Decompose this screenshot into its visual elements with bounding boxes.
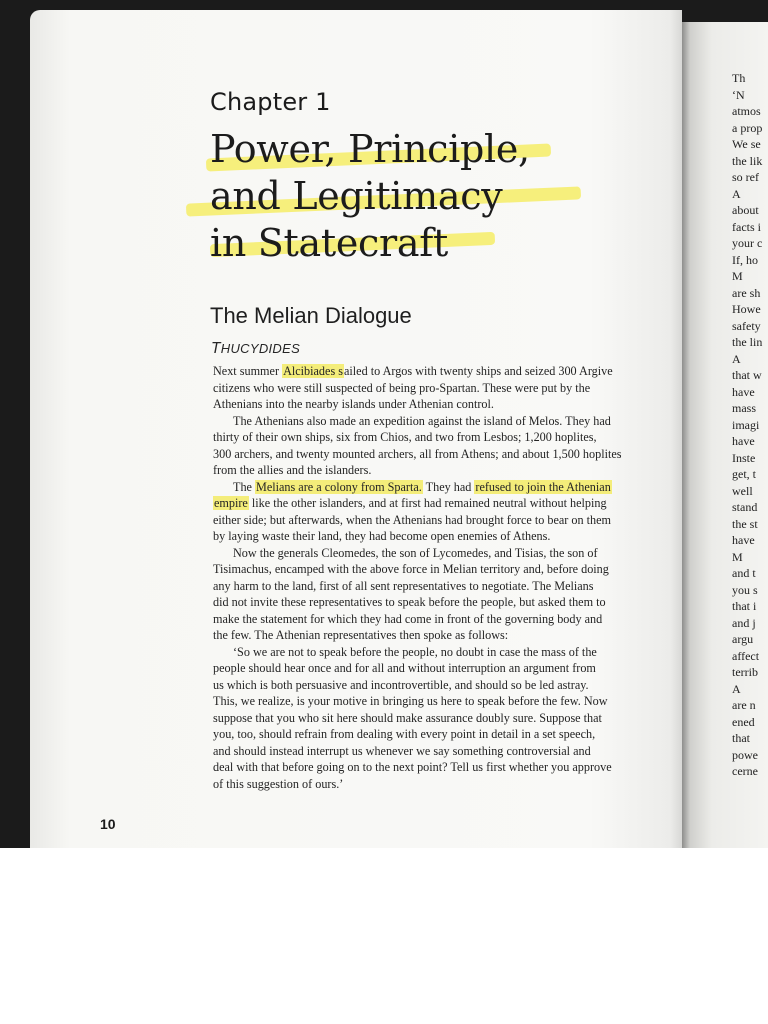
- facing-page-fragment: and t: [732, 566, 756, 580]
- facing-page-fragment: are sh: [732, 285, 761, 300]
- facing-page-fragment: M: [732, 269, 743, 283]
- facing-page-fragment: facts i: [732, 219, 761, 234]
- text-segment: either side; but afterwards, when the Athenians had brought force to bear on them: [213, 512, 611, 527]
- facing-page-fragment: We se: [732, 137, 761, 151]
- text-segment: by laying waste their land, they had become open enemies of Athens.: [213, 529, 551, 543]
- text-segment: of this suggestion of ours.’: [213, 776, 344, 791]
- text-line: [213, 660, 643, 677]
- facing-page-fragment: A: [732, 351, 741, 366]
- facing-page-fragment: Howe: [732, 302, 761, 316]
- text-line: [213, 363, 643, 380]
- text-segment: make the statement for which they had come in front of the governing body and: [213, 611, 603, 626]
- chapter-title-line: [210, 220, 530, 267]
- facing-page-fragment: ‘N: [732, 87, 745, 102]
- body-text: [213, 363, 643, 792]
- text-line: [213, 446, 643, 463]
- text-segment: Tisimachus, encamped with the above force in Melian territory and, before doing: [213, 562, 609, 576]
- text-line: [213, 545, 643, 562]
- text-line: [213, 759, 643, 776]
- facing-page-fragment: and j: [732, 615, 756, 630]
- facing-page-fragment: have: [732, 384, 755, 399]
- author-initial: T: [211, 340, 221, 357]
- chapter-title-line: [210, 173, 530, 220]
- text-line: [213, 743, 643, 760]
- facing-page-fragment: argu: [732, 632, 754, 646]
- text-line: [213, 561, 643, 578]
- text-segment: Now the generals Cleomedes, the son of Lycomedes, and Tisias, the son of: [233, 545, 598, 560]
- chapter-label: Chapter 1: [210, 88, 331, 116]
- text-line: [213, 396, 643, 413]
- facing-page-fragment: A: [732, 681, 741, 696]
- text-line: [213, 462, 643, 479]
- text-segment: 300 archers, and twenty mounted archers, all from Athens; and about 1,500 hoplites: [213, 446, 622, 461]
- highlighted-text: empire: [214, 496, 248, 510]
- facing-page-fragment: Th: [732, 71, 746, 85]
- highlighted-text: Melians are a colony from Sparta.: [256, 479, 422, 494]
- text-segment: This, we realize, is your motive in bringing us here to speak before the few. Now: [213, 694, 608, 708]
- text-segment: Athenians into the nearby islands under Athenian control.: [213, 397, 494, 411]
- chapter-title: [210, 126, 530, 267]
- text-segment: the few. The Athenian representatives then spoke as follows:: [213, 628, 509, 642]
- facing-page-fragment: the st: [732, 516, 758, 531]
- facing-page-fragment: are n: [732, 698, 756, 712]
- facing-page-fragment: atmos: [732, 104, 761, 118]
- text-segment: thirty of their own ships, six from Chios, and two from Lesbos; 1,200 hoplites,: [213, 430, 597, 444]
- text-line: [213, 611, 643, 628]
- facing-page-fragment: that w: [732, 368, 762, 382]
- text-segment: ailed to Argos with twenty ships and seized 300 Argive: [343, 364, 613, 378]
- highlighted-text: refused to join the Athenian: [475, 479, 611, 494]
- text-line: [213, 644, 643, 661]
- chapter-title-text: in Statecraft: [210, 221, 448, 265]
- facing-page-fragment: you s: [732, 582, 758, 597]
- text-line: [213, 479, 643, 496]
- facing-page: [682, 22, 768, 848]
- facing-page-fragment: the lin: [732, 335, 763, 349]
- text-segment: deal with that before going on to the next point? Tell us first whether you approve: [213, 760, 612, 774]
- facing-page-fragment: imagi: [732, 417, 760, 432]
- facing-page-fragment: so ref: [732, 170, 759, 184]
- text-line: [213, 677, 643, 694]
- facing-page-fragment: a prop: [732, 120, 763, 135]
- facing-page-fragment: the lik: [732, 153, 763, 168]
- facing-page-fragment: stand: [732, 500, 758, 514]
- text-line: [213, 627, 643, 644]
- facing-page-fragment: about: [732, 203, 759, 217]
- facing-page-fragment: that: [732, 731, 750, 745]
- text-line: [213, 380, 643, 397]
- text-segment: suppose that you who sit here should make assurance doubly sure. Suppose that: [213, 710, 602, 725]
- text-line: [213, 528, 643, 545]
- highlighted-text: Alcibiades s: [283, 364, 343, 378]
- facing-page-fragment: your c: [732, 236, 763, 250]
- chapter-title-text: and Legitimacy: [210, 174, 503, 218]
- facing-page-fragment: get, t: [732, 467, 756, 481]
- text-line: [213, 495, 643, 512]
- text-segment: The Athenians also made an expedition against the island of Melos. They had: [233, 413, 611, 428]
- page-number: 10: [100, 816, 116, 832]
- book-page: [30, 10, 682, 848]
- text-segment: like the other islanders, and at first had remained neutral without helping: [248, 496, 607, 510]
- facing-page-fragment: have: [732, 434, 755, 448]
- text-segment: from the allies and the islanders.: [213, 463, 372, 477]
- text-segment: people should hear once and for all and without interruption an argument from: [213, 661, 596, 675]
- chapter-title-text: Power, Principle,: [210, 127, 530, 171]
- facing-page-fragment: that i: [732, 599, 757, 613]
- text-line: [213, 429, 643, 446]
- text-segment: They had: [422, 479, 475, 494]
- facing-page-fragment: safety: [732, 318, 761, 333]
- facing-page-fragment: affect: [732, 648, 760, 663]
- text-segment: any harm to the land, first of all sent representatives to negotiate. The Melians: [213, 578, 594, 593]
- section-title: The Melian Dialogue: [210, 303, 412, 328]
- text-segment: Next summer: [213, 364, 283, 378]
- text-segment: you, too, should refrain from dealing with every point in detail in a set speech,: [213, 727, 596, 741]
- facing-page-fragment: If, ho: [732, 252, 758, 267]
- text-segment: ‘So we are not to speak before the people, no doubt in case the mass of the: [233, 644, 597, 659]
- text-segment: The: [233, 479, 255, 494]
- text-line: [213, 578, 643, 595]
- author-name: [211, 340, 300, 358]
- text-segment: citizens who were still suspected of being pro-Spartan. These were put by the: [213, 380, 591, 395]
- text-line: [213, 693, 643, 710]
- text-segment: did not invite these representatives to speak before the people, but asked them to: [213, 595, 606, 609]
- facing-page-fragment: powe: [732, 747, 758, 762]
- text-line: [213, 726, 643, 743]
- author-rest: HUCYDIDES: [220, 341, 301, 356]
- facing-page-fragment: A: [732, 186, 741, 201]
- text-line: [213, 512, 643, 529]
- text-line: [213, 776, 643, 793]
- text-segment: and should instead interrupt us whenever we say something controversial and: [213, 743, 591, 758]
- text-segment: us which is both persuasive and incontrovertible, and should so be led astray.: [213, 677, 589, 692]
- facing-page-fragment: cerne: [732, 764, 758, 778]
- text-line: [213, 594, 643, 611]
- facing-page-fragment: well: [732, 483, 753, 498]
- facing-page-fragment: terrib: [732, 665, 758, 679]
- text-line: [213, 413, 643, 430]
- facing-page-fragment: have: [732, 533, 755, 547]
- facing-page-fragment: ened: [732, 714, 755, 729]
- facing-page-fragment: Inste: [732, 450, 756, 465]
- chapter-title-line: [210, 126, 530, 173]
- text-line: [213, 710, 643, 727]
- facing-page-fragment: mass: [732, 401, 756, 415]
- facing-page-fragment: M: [732, 549, 743, 564]
